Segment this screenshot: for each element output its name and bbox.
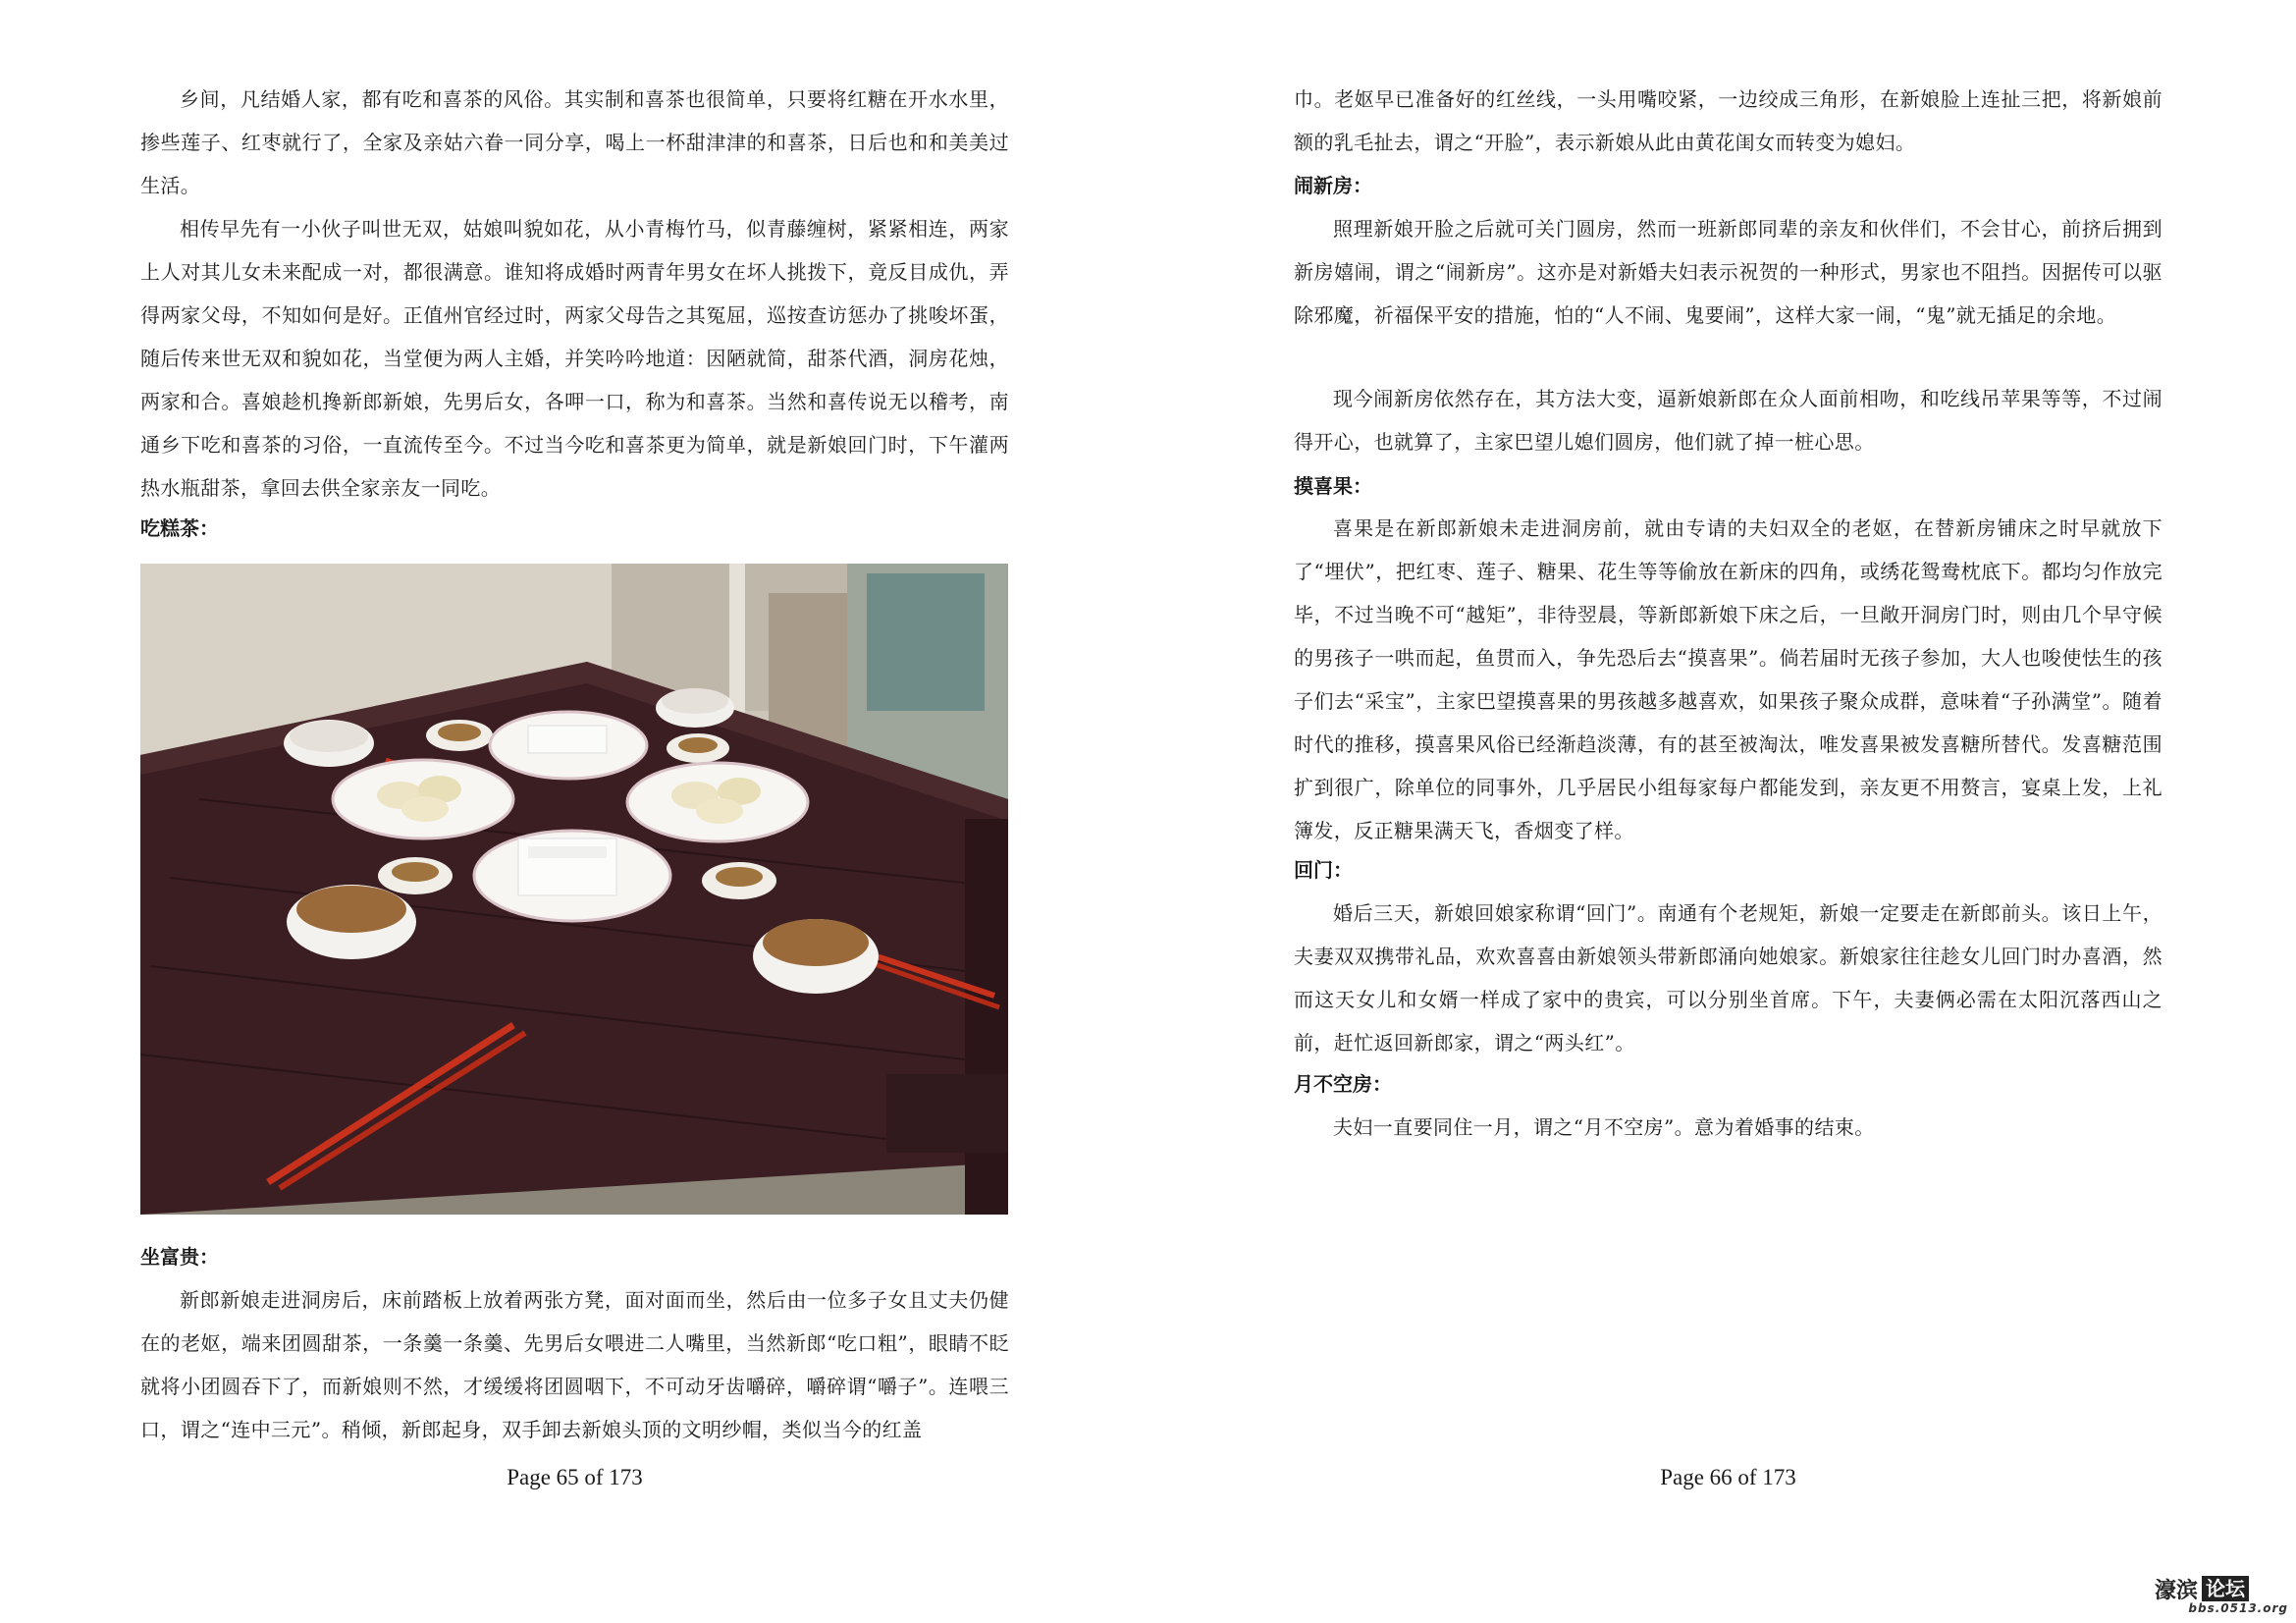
watermark-url: bbs.0513.org [2188,1601,2288,1615]
left-paragraph-2-block [140,207,1009,510]
watermark-name-part2: 论坛 [2202,1576,2249,1601]
right-paragraph-6-block [1294,1106,2163,1149]
left-heading-2-block [140,1235,1009,1278]
right-paragraph-5: 婚后三天，新娘回娘家称谓“回门”。南通有个老规矩，新娘一定要走在新郎前头。该日上午，夫妻双双携带礼品，欢欢喜喜由新娘领头带新郎涌向她娘家。新娘家往往趁女儿回门时办喜酒，然而这天女儿和女婿一样成了家中的贵宾，可以分别坐首席。下午，夫妻俩必需在太阳沉落西山之前，赶忙返回新郎家，谓之“两头红”。 [1294,901,2163,1055]
right-paragraph-3-block [1294,377,2163,463]
right-heading-2-block [1294,464,2163,508]
right-heading-1-block [1294,164,2163,207]
wedding-table-photo-illustration [140,564,1008,1215]
left-paragraph-3: 新郎新娘走进洞房后，床前踏板上放着两张方凳，面对面而坐，然后由一位多子女且丈夫仍健在的老妪，端来团圆甜茶，一条羹一条羹、先男后女喂进二人嘴里，当然新郎“吃口粗”，眼睛不眨就将小团圆吞下了，而新娘则不然，才缓缓将团圆咽下，不可动牙齿嚼碎，嚼碎谓“嚼子”。连喂三口，谓之“连中三元”。稍倾，新郎起身，双手卸去新娘头顶的文明纱帽，类似当今的红盖 [140,1288,1009,1441]
section-heading-yue-bu-kong-fang: 月不空房： [1294,1072,1392,1096]
section-heading-nao-xin-fang: 闹新房： [1294,174,1372,197]
watermark-name-part1: 濠滨 [2155,1578,2199,1603]
left-paragraph-1-block [140,78,1009,207]
forum-watermark-logo [2153,1576,2288,1617]
left-paragraph-1: 乡间，凡结婚人家，都有吃和喜茶的风俗。其实制和喜茶也很简单，只要将红糖在开水水里，掺些莲子、红枣就行了，全家及亲姑六眷一同分享，喝上一杯甜津津的和喜茶，日后也和和美美过生活。 [140,87,1009,197]
wedding-table-photo [140,564,1008,1215]
right-paragraph-2: 照理新娘开脸之后就可关门圆房，然而一班新郎同辈的亲友和伙伴们，不会甘心，前挤后拥到新房嬉闹，谓之“闹新房”。这亦是对新婚夫妇表示祝贺的一种形式，男家也不阻挡。因据传可以驱除邪魔，祈福保平安的措施，怕的“人不闹、鬼要闹”，这样大家一闹，“鬼”就无插足的余地。 [1294,217,2163,327]
right-paragraph-5-block [1294,892,2163,1064]
section-heading-zuo-fu-gui: 坐富贵： [140,1245,219,1269]
right-paragraph-1-block [1294,78,2163,164]
right-paragraph-4-block [1294,507,2163,852]
right-heading-4-block [1294,1062,2163,1106]
right-paragraph-2-block [1294,207,2163,337]
watermark-title [2153,1576,2288,1601]
right-paragraph-4: 喜果是在新郎新娘未走进洞房前，就由专请的夫妇双全的老妪，在替新房铺床之时早就放下了“埋伏”，把红枣、莲子、糖果、花生等等偷放在新床的四角，或绣花鸳鸯枕底下。都均匀作放完毕，不过当晚不可“越矩”，非待翌晨，等新郎新娘下床之后，一旦敞开洞房门时，则由几个早守候的男孩子一哄而起，鱼贯而入，争先恐后去“摸喜果”。倘若届时无孩子参加，大人也唆使怯生的孩子们去“采宝”，主家巴望摸喜果的男孩越多越喜欢，如果孩子聚众成群，意味着“子孙满堂”。随着时代的推移，摸喜果风俗已经渐趋淡薄，有的甚至被淘汰，唯发喜果被发喜糖所替代。发喜糖范围扩到很广，除单位的同事外，几乎居民小组每家每户都能发到，亲友更不用赘言，宴桌上发，上礼簿发，反正糖果满天飞，香烟变了样。 [1294,516,2163,842]
page-number-left: Page 65 of 173 [507,1465,643,1489]
right-paragraph-1: 巾。老妪早已准备好的红丝线，一头用嘴咬紧，一边绞成三角形，在新娘脸上连扯三把，将新娘前额的乳毛扯去，谓之“开脸”，表示新娘从此由黄花闺女而转变为媳妇。 [1294,87,2163,154]
section-heading-mo-xi-guo: 摸喜果： [1294,474,1372,498]
left-paragraph-3-block [140,1278,1009,1451]
right-heading-3-block [1294,848,2163,892]
left-heading-1-block [140,507,1009,550]
left-paragraph-2: 相传早先有一小伙子叫世无双，姑娘叫貌如花，从小青梅竹马，似青藤缠树，紧紧相连，两家上人对其儿女未来配成一对，都很满意。谁知将成婚时两青年男女在坏人挑拨下，竟反目成仇，弄得两家父母，不知如何是好。正值州官经过时，两家父母告之其冤屈，巡按查访惩办了挑唆坏蛋，随后传来世无双和貌如花，当堂便为两人主婚，并笑吟吟地道：因陋就简，甜茶代酒，洞房花烛，两家和合。喜娘趁机搀新郎新娘，先男后女，各呷一口，称为和喜茶。当然和喜传说无以稽考，南通乡下吃和喜茶的习俗，一直流传至今。不过当今吃和喜茶更为简单，就是新娘回门时，下午灌两热水瓶甜茶，拿回去供全家亲友一同吃。 [140,217,1009,500]
right-paragraph-3: 现今闹新房依然存在，其方法大变，逼新娘新郎在众人面前相吻，和吃线吊苹果等等，不过闹得开心，也就算了，主家巴望儿媳们圆房，他们就了掉一桩心思。 [1294,387,2163,454]
right-page [1294,0,2163,1623]
left-page [140,0,1009,1623]
page-number-right: Page 66 of 173 [1660,1465,1796,1489]
section-heading-hui-men: 回门： [1294,858,1353,882]
right-paragraph-6: 夫妇一直要同住一月，谓之“月不空房”。意为着婚事的结束。 [1333,1115,1875,1139]
section-heading-chi-gao-cha: 吃糕茶： [140,516,219,540]
